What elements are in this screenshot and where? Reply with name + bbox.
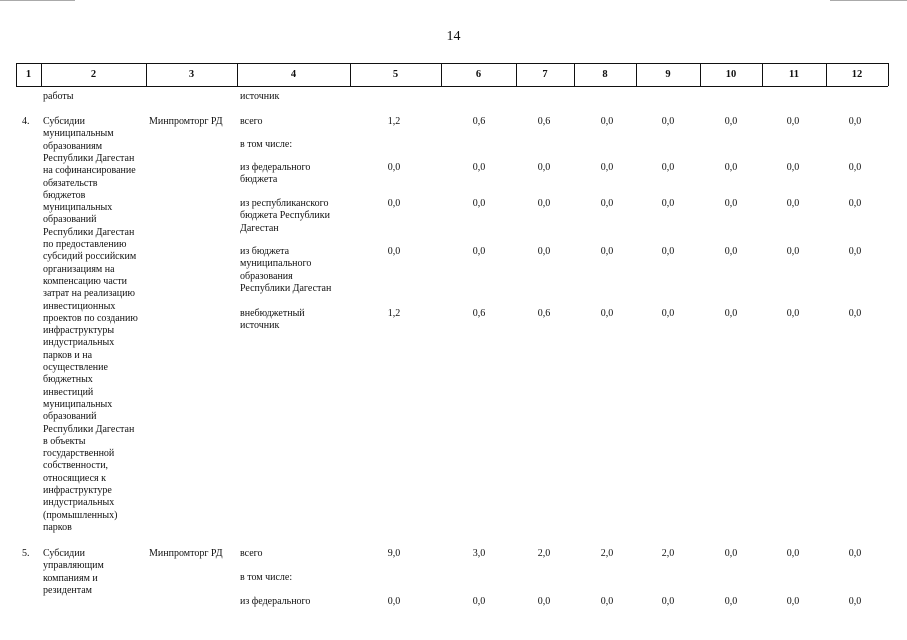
funding-value: 0,6 <box>537 116 551 127</box>
funding-value: 0,0 <box>472 198 486 209</box>
funding-value: 0,0 <box>387 162 401 173</box>
column-header: 12 <box>851 69 863 80</box>
funding-value: 0,0 <box>661 596 675 607</box>
column-header: 2 <box>90 69 97 80</box>
executor-name: Минпромторг РД <box>149 116 223 127</box>
funding-value: 0,0 <box>724 596 738 607</box>
funding-value: 0,0 <box>661 162 675 173</box>
funding-source-line: образования <box>240 270 293 282</box>
measure-name-line: индустриальных <box>43 337 115 349</box>
funding-value: 1,2 <box>387 308 401 319</box>
funding-value: 0,6 <box>472 308 486 319</box>
funding-value: 0,0 <box>661 308 675 319</box>
measure-name-line: проектов по созданию <box>43 312 138 324</box>
column-header: 1 <box>25 69 32 80</box>
funding-value: 0,0 <box>661 116 675 127</box>
funding-value: 0,0 <box>600 116 614 127</box>
executor-name: Минпромторг РД <box>149 548 223 559</box>
funding-value: 0,0 <box>848 116 862 127</box>
measure-name-line: образований <box>43 214 97 226</box>
funding-value: 0,0 <box>786 116 800 127</box>
measure-name-line: муниципальных <box>43 398 113 410</box>
funding-value: 0,0 <box>600 246 614 257</box>
measure-name-line: инвестиционных <box>43 300 116 312</box>
funding-value: 0,0 <box>600 596 614 607</box>
measure-name-line: образованиям <box>43 140 103 152</box>
funding-source-line: источник <box>240 320 280 332</box>
funding-value: 0,0 <box>724 548 738 559</box>
funding-source-line: бюджета Республики <box>240 210 330 222</box>
funding-value: 0,0 <box>724 162 738 173</box>
measure-name-line: компенсацию части <box>43 275 127 287</box>
header-col-divider <box>888 63 889 86</box>
measure-name-line: управляющим <box>43 560 104 572</box>
funding-value: 0,0 <box>472 246 486 257</box>
funding-value: 0,0 <box>387 246 401 257</box>
funding-value: 0,6 <box>537 308 551 319</box>
measure-name-line: обязательств <box>43 177 98 189</box>
measure-name-line: государственной <box>43 448 115 460</box>
measure-name-line: бюджетов <box>43 189 86 201</box>
funding-value: 0,0 <box>537 162 551 173</box>
funding-value: 2,0 <box>661 548 675 559</box>
funding-value: 1,2 <box>387 116 401 127</box>
header-bottom-rule <box>16 86 888 87</box>
funding-source-line: всего <box>240 548 263 559</box>
measure-name-line: (промышленных) <box>43 509 118 521</box>
funding-value: 0,0 <box>600 308 614 319</box>
funding-value: 0,0 <box>600 162 614 173</box>
column-header: 10 <box>725 69 737 80</box>
measure-name-line: Субсидии <box>43 548 85 559</box>
funding-value: 0,0 <box>786 162 800 173</box>
measure-name-line: инфраструктуре <box>43 485 112 496</box>
funding-source-line: внебюджетный <box>240 308 305 319</box>
measure-name-line: затрат на реализацию <box>43 288 135 300</box>
measure-name-line: инвестиций <box>43 386 94 398</box>
continued-name-text: работы <box>43 91 74 102</box>
funding-value: 0,0 <box>537 198 551 209</box>
measure-name-line: в объекты <box>43 435 86 447</box>
scan-edge-left <box>0 0 75 1</box>
funding-value: 0,0 <box>724 308 738 319</box>
funding-value: 9,0 <box>387 548 401 559</box>
funding-value: 0,6 <box>472 116 486 127</box>
funding-value: 0,0 <box>387 198 401 209</box>
funding-source-line: всего <box>240 116 263 127</box>
measure-name-line: бюджетных <box>43 374 93 386</box>
column-header: 3 <box>188 69 195 80</box>
measure-name-line: Республики Дагестан <box>43 152 135 164</box>
measure-name-line: Республики Дагестан <box>43 423 135 435</box>
funding-value: 0,0 <box>848 548 862 559</box>
row-number: 5. <box>22 548 30 559</box>
measure-name-line: индустриальных <box>43 497 115 509</box>
measure-name-line: парков и на <box>43 349 93 361</box>
funding-source-line: бюджета <box>240 174 278 186</box>
row-number: 4. <box>22 116 30 127</box>
funding-value: 0,0 <box>724 246 738 257</box>
funding-value: 0,0 <box>848 596 862 607</box>
column-header: 9 <box>665 69 671 80</box>
measure-name-line: собственности, <box>43 460 109 472</box>
funding-value: 0,0 <box>472 162 486 173</box>
measure-name-line: осуществление <box>43 362 108 373</box>
funding-value: 0,0 <box>786 308 800 319</box>
funding-value: 0,0 <box>786 198 800 209</box>
measure-name-line: относящиеся к <box>43 472 107 484</box>
funding-value: 0,0 <box>724 198 738 209</box>
funding-value: 2,0 <box>600 548 614 559</box>
funding-source-line: из республиканского <box>240 198 329 209</box>
measure-name-line: по предоставлению <box>43 239 127 250</box>
funding-source-line: из бюджета <box>240 246 290 257</box>
column-header: 6 <box>475 69 482 80</box>
funding-source-line: из федерального <box>240 596 311 607</box>
measure-name-line: компаниям и <box>43 572 98 584</box>
measure-name-line: субсидий российским <box>43 251 137 263</box>
funding-value: 2,0 <box>537 548 551 559</box>
funding-value: 0,0 <box>786 596 800 607</box>
measure-name-line: образований <box>43 411 97 423</box>
funding-value: 0,0 <box>661 246 675 257</box>
funding-source-line: из федерального <box>240 162 311 173</box>
funding-value: 0,0 <box>786 246 800 257</box>
measure-name-line: Республики Дагестан <box>43 226 135 238</box>
funding-source-line: Республики Дагестан <box>240 282 332 294</box>
measure-name-line: муниципальным <box>43 128 114 140</box>
funding-value: 0,0 <box>786 548 800 559</box>
column-header: 11 <box>789 69 799 80</box>
column-header: 5 <box>392 69 399 80</box>
funding-source-line: в том числе: <box>240 139 293 150</box>
measure-name-line: муниципальных <box>43 202 113 214</box>
scan-edge-right <box>830 0 907 1</box>
funding-source-line: Дагестан <box>240 222 279 234</box>
measure-name-line: инфраструктуры <box>43 325 115 337</box>
column-header: 4 <box>290 69 297 80</box>
measure-name-line: организациям на <box>43 263 115 275</box>
funding-value: 0,0 <box>848 246 862 257</box>
funding-value: 0,0 <box>848 198 862 209</box>
funding-value: 0,0 <box>600 198 614 209</box>
funding-value: 0,0 <box>848 162 862 173</box>
funding-value: 3,0 <box>472 548 486 559</box>
page-number: 14 <box>446 29 461 44</box>
column-header: 7 <box>542 69 548 80</box>
funding-value: 0,0 <box>387 596 401 607</box>
funding-value: 0,0 <box>661 198 675 209</box>
measure-name-line: резидентам <box>43 584 92 596</box>
funding-source-line: в том числе: <box>240 572 293 583</box>
funding-value: 0,0 <box>537 246 551 257</box>
funding-value: 0,0 <box>848 308 862 319</box>
funding-value: 0,0 <box>724 116 738 127</box>
funding-source-line: муниципального <box>240 258 312 270</box>
measure-name-line: Субсидии <box>43 116 85 127</box>
measure-name-line: на софинансирование <box>43 165 136 177</box>
continued-source-text: источник <box>240 91 280 102</box>
column-header: 8 <box>602 69 608 80</box>
measure-name-line: парков <box>43 521 72 533</box>
funding-value: 0,0 <box>472 596 486 607</box>
funding-value: 0,0 <box>537 596 551 607</box>
